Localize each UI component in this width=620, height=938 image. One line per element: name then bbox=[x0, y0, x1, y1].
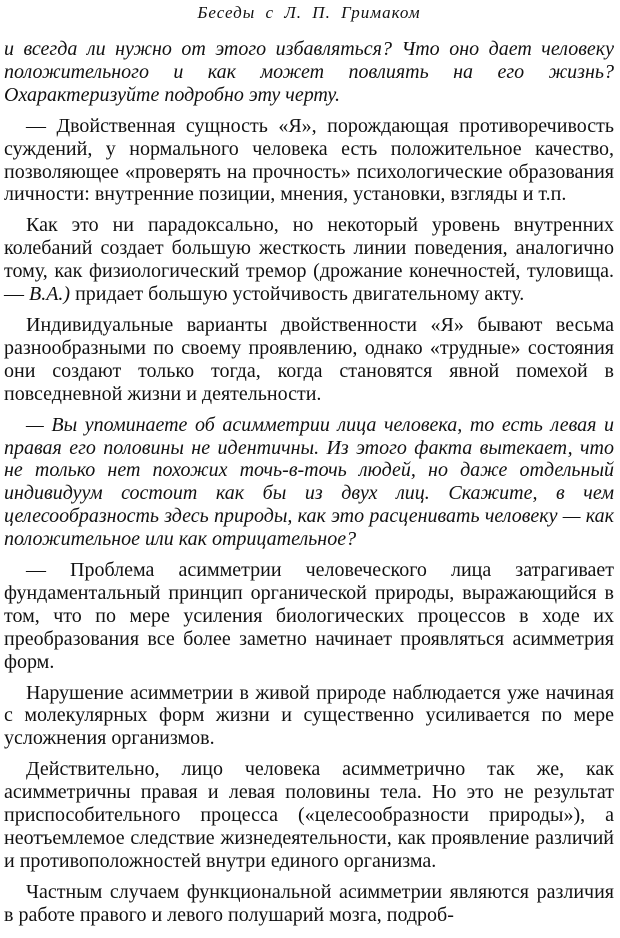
answer-paragraph bbox=[4, 214, 614, 306]
paragraph-text: Как это ни парадоксально, но некоторый уровень внутренних колебаний создает большую жесткость линии поведения, аналогично тому, как физиологический тремор (дрожание конечностей, туловища. — bbox=[4, 214, 614, 306]
paragraph-text: придает большую устойчивость двигательному акту. bbox=[70, 283, 525, 306]
answer-paragraph: — Проблема асимметрии человеческого лица затрагивает фундаментальный принцип органической природы, выражающийся в том, что по мере усиления биологических процессов в ходе их преобразования все более заметно начинает проявляться асимметрия форм. bbox=[4, 559, 614, 673]
answer-paragraph: Нарушение асимметрии в живой природе наблюдается уже начиная с молекулярных форм жизни и существенно усиливается по мере усложнения организмов. bbox=[4, 681, 614, 750]
answer-paragraph: — Двойственная сущность «Я», порождающая противоречивость суждений, у нормального человека есть положительное качество, позволяющее «проверять на прочность» психологические образования личности: внутренние позиции, мнения, установки, взгляды и т.п. bbox=[4, 114, 614, 206]
answer-paragraph: Индивидуальные варианты двойственности «Я» бывают весьма разнообразными по своему проявлению, однако «трудные» состояния они создают только тогда, когда становятся явной помехой в повседневной жизни и деятельности. bbox=[4, 313, 614, 405]
answer-paragraph: Действительно, лицо человека асимметрично так же, как асимметричны правая и левая половины тела. Но это не результат приспособительного процесса («целесообразности природы»), а неотъемлемое следствие жизнедеятельности, как проявление различий и противоположностей внутри единого организма. bbox=[4, 758, 614, 872]
body-text bbox=[4, 38, 614, 927]
question-paragraph: — Вы упоминаете об асимметрии лица человека, то есть левая и правая его половины не идентичны. Из этого факта вытекает, что не только нет похожих точь-в-точь людей, но даже отдельный индивидуум состоит как бы из двух лиц. Скажите, в чем целесообразность здесь природы, как это расценивать человеку — как положительное или как отрицательное? bbox=[4, 413, 614, 551]
running-head: Беседы с Л. П. Гримаком bbox=[197, 3, 421, 22]
question-paragraph: и всегда ли нужно от этого избавляться? Что оно дает человеку положительного и как может повлиять на его жизнь? Охарактеризуйте подробно эту черту. bbox=[4, 38, 614, 106]
answer-paragraph: Частным случаем функциональной асимметрии являются различия в работе правого и левого полушарий мозга, подроб- bbox=[4, 880, 614, 926]
book-page bbox=[4, 0, 614, 935]
author-initials: В.А.) bbox=[29, 283, 71, 306]
